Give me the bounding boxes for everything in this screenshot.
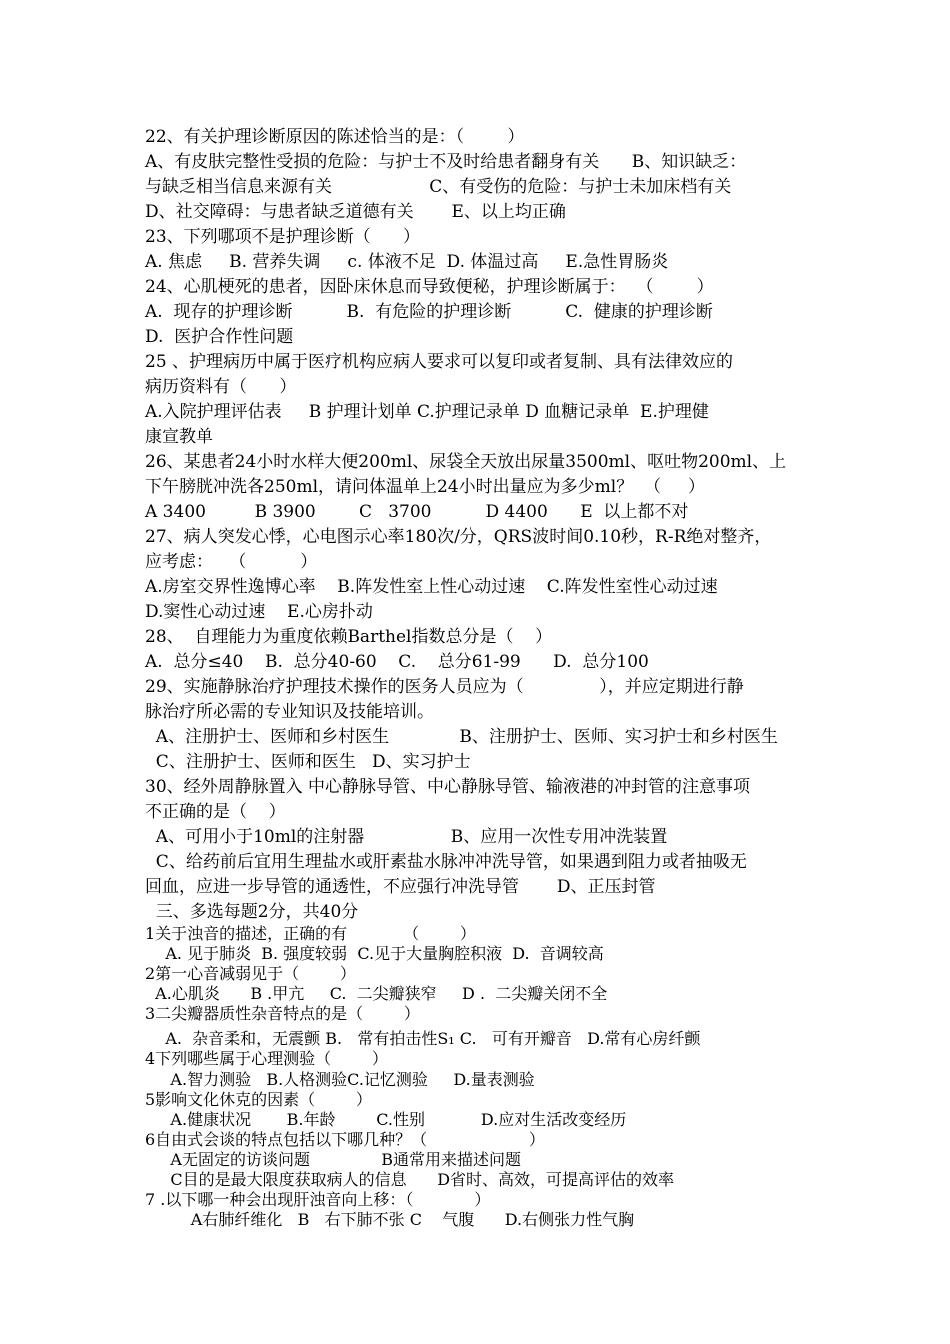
q26-stem-line-2: 下午膀胱冲洗各250ml，请问体温单上24小时出量应为多少ml？ （ ）	[145, 477, 706, 497]
q29-stem-line-2: 脉治疗所必需的专业知识及技能培训。	[145, 702, 434, 722]
q26-options: A 3400 B 3900 C 3700 D 4400 E 以上都不对	[145, 502, 689, 522]
q27-options-line-2: D.窦性心动过速 E.心房扑动	[145, 602, 373, 622]
mq3-options: A. 杂音柔和，无震颤 B. 常有拍击性S₁ C. 可有开瓣音 D.常有心房纤颤	[145, 1029, 701, 1048]
mq7-stem: 7 .以下哪一种会出现肝浊音向上移：（ ）	[145, 1190, 491, 1209]
mq5-stem: 5影响文化休克的因素（ ）	[145, 1090, 372, 1109]
q25-options-line-2: 康宣教单	[145, 427, 213, 447]
q28-stem: 28、 自理能力为重度依赖Barthel指数总分是（ ）	[145, 627, 553, 647]
q24-stem: 24、心肌梗死的患者，因卧床休息而导致便秘，护理诊断属于： （ ）	[145, 277, 714, 297]
q24-options-line-1: A. 现存的护理诊断 B. 有危险的护理诊断 C. 健康的护理诊断	[145, 302, 713, 322]
q23-options: A. 焦虑 B. 营养失调 c. 体液不足 D. 体温过高 E.急性胃肠炎	[145, 252, 669, 272]
mq2-options: A.心肌炎 B .甲亢 C. 二尖瓣狭窄 D . 二尖瓣关闭不全	[145, 984, 608, 1003]
q27-options-line-1: A.房室交界性逸博心率 B.阵发性室上性心动过速 C.阵发性室性心动过速	[145, 577, 718, 597]
q25-stem-line-2: 病历资料有（ ）	[145, 377, 297, 397]
q29-options-line-2: C、注册护士、医师和医生 D、实习护士	[145, 752, 471, 772]
q25-stem-line-1: 25 、护理病历中属于医疗机构应病人要求可以复印或者复制、具有法律效应的	[145, 352, 734, 372]
mq6-options-line-2: C目的是最大限度获取病人的信息 D省时、高效，可提高评估的效率	[145, 1170, 675, 1189]
q29-stem-line-1: 29、实施静脉治疗护理技术操作的医务人员应为（ ），并应定期进行静	[145, 677, 744, 697]
q27-stem-line-2: 应考虑： （ ）	[145, 552, 318, 572]
q30-options-line-2: C、给药前后宜用生理盐水或肝素盐水脉冲冲洗导管，如果遇到阻力或者抽吸无	[145, 852, 747, 872]
q30-options-line-3: 回血，应进一步导管的通透性，不应强行冲洗导管 D、正压封管	[145, 877, 656, 897]
q28-options: A. 总分≤40 B. 总分40-60 C. 总分61-99 D. 总分100	[145, 652, 649, 672]
mq6-stem: 6自由式会谈的特点包括以下哪几种？（ ）	[145, 1130, 545, 1149]
mq6-options-line-1: A无固定的访谈问题 B通常用来描述问题	[145, 1150, 521, 1169]
q29-options-line-1: A、注册护士、医师和乡村医生 B、注册护士、医师、实习护士和乡村医生	[145, 727, 778, 747]
q22-options-line-3: D、社交障碍：与患者缺乏道德有关 E、以上均正确	[145, 202, 566, 222]
mq1-options: A. 见于肺炎 B. 强度较弱 C.见于大量胸腔积液 D. 音调较高	[145, 944, 604, 963]
q26-stem-line-1: 26、某患者24小时水样大便200ml、尿袋全天放出尿量3500ml、呕吐物200ml、上	[145, 452, 787, 472]
q25-options-line-1: A.入院护理评估表 B 护理计划单 C.护理记录单 D 血糖记录单 E.护理健	[145, 402, 709, 422]
mq4-stem: 4下列哪些属于心理测验（ ）	[145, 1049, 388, 1068]
mq4-options: A.智力测验 B.人格测验C.记忆测验 D.量表测验	[145, 1070, 535, 1089]
mq2-stem: 2第一心音减弱见于（ ）	[145, 964, 356, 983]
q23-stem: 23、下列哪项不是护理诊断（ ）	[145, 227, 421, 247]
q27-stem-line-1: 27、病人突发心悸，心电图示心率180次/分，QRS波时间0.10秒，R-R绝对整齐，	[145, 527, 772, 547]
q22-options-line-1: A、有皮肤完整性受损的危险：与护士不及时给患者翻身有关 B、知识缺乏：	[145, 152, 747, 172]
section-three-heading: 三、多选每题2分，共40分	[145, 902, 359, 922]
mq5-options: A.健康状况 B.年龄 C.性别 D.应对生活改变经历	[145, 1110, 627, 1129]
q30-options-line-1: A、可用小于10ml的注射器 B、应用一次性专用冲洗装置	[145, 827, 668, 847]
q22-options-line-2: 与缺乏相当信息来源有关 C、有受伤的危险：与护士未加床档有关	[145, 177, 732, 197]
q30-stem-line-1: 30、经外周静脉置入 中心静脉导管、中心静脉导管、输液港的冲封管的注意事项	[145, 777, 751, 797]
q24-options-line-2: D. 医护合作性问题	[145, 327, 294, 347]
q22-stem: 22、有关护理诊断原因的陈述恰当的是：（ ）	[145, 127, 525, 147]
mq7-options: A右肺纤维化 B 右下肺不张 C 气腹 D.右侧张力性气胸	[145, 1210, 635, 1229]
mq1-stem: 1关于浊音的描述，正确的有 （ ）	[145, 924, 476, 943]
q30-stem-line-2: 不正确的是（ ）	[145, 802, 286, 822]
mq3-stem: 3二尖瓣器质性杂音特点的是（ ）	[145, 1004, 420, 1023]
